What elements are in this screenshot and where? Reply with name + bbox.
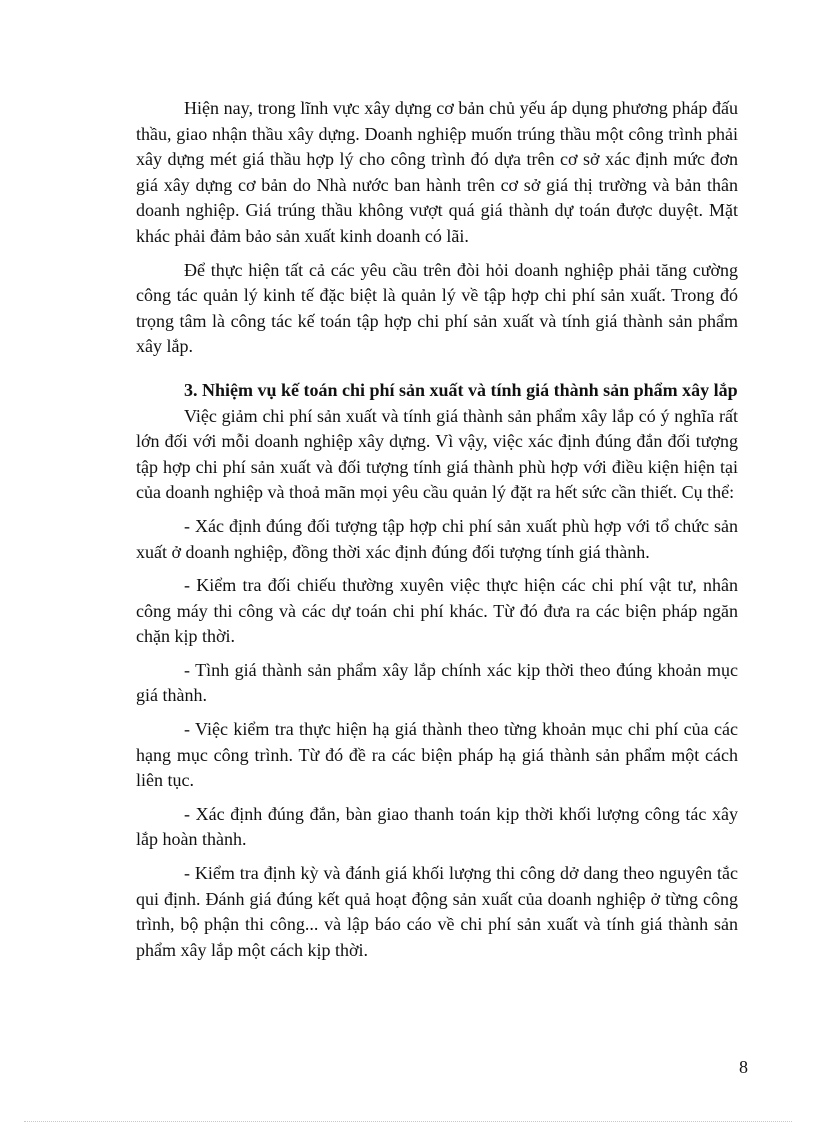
paragraph-intro: Việc giảm chi phí sản xuất và tính giá thành sản phẩm xây lắp có ý nghĩa rất lớn đối với mỗi doanh nghiệp xây dựng. Vì vậy, việc xác định đúng đắn đối tượng tập hợp chi phí sản xuất và đối tượng tính giá thành phù hợp với điều kiện hiện tại của doanh nghiệp và thoả mãn mọi yêu cầu quản lý đặt ra hết sức cần thiết. Cụ thể:: [136, 405, 738, 503]
list-item: - Tình giá thành sản phẩm xây lắp chính xác kịp thời theo đúng khoản mục giá thành.: [136, 659, 738, 706]
paragraph-bidding: Hiện nay, trong lĩnh vực xây dựng cơ bản chủ yếu áp dụng phương pháp đấu thầu, giao nhận thầu xây dựng. Doanh nghiệp muốn trúng thầu một công trình phải xây dựng mét giá thầu hợp lý cho công trình đó dựa trên cơ sở xác định mức đơn giá xây dựng cơ bản do Nhà nước ban hành trên cơ sở giá thị trường và bản thân doanh nghiệp. Giá trúng thầu không vượt quá giá thành dự toán được duyệt. Mặt khác phải đảm bảo sản xuất kinh doanh có lãi.: [136, 98, 738, 246]
section-heading: 3. Nhiệm vụ kế toán chi phí sản xuất và tính giá thành sản phẩm xây lắp: [184, 379, 738, 400]
paragraph-requirements: Để thực hiện tất cả các yêu cầu trên đòi hỏi doanh nghiệp phải tăng cường công tác quản lý kinh tế đặc biệt là quản lý về tập hợp chi phí sản xuất. Trong đó trọng tâm là công tác kế toán tập hợp chi phí sản xuất và tính giá thành sản phẩm xây lắp.: [136, 259, 738, 357]
list-item: - Việc kiểm tra thực hiện hạ giá thành theo từng khoản mục chi phí của các hạng mục công trình. Từ đó đề ra các biện pháp hạ giá thành sản phẩm một cách liên tục.: [136, 719, 738, 791]
list-item: - Kiểm tra định kỳ và đánh giá khối lượng thi công dở dang theo nguyên tắc qui định. Đánh giá đúng kết quả hoạt động sản xuất của doanh nghiệp ở từng công trình, bộ phận thi công... và lập báo cáo về chi phí sản xuất và tính giá thành sản phẩm xây lắp một cách kịp thời.: [136, 863, 738, 960]
page-number: 8: [739, 1057, 748, 1077]
document-body: [136, 96, 738, 971]
list-item: - Xác định đúng đắn, bàn giao thanh toán kịp thời khối lượng công tác xây lắp hoàn thành.: [136, 803, 738, 850]
footer-divider: [24, 1121, 792, 1122]
list-item: - Kiểm tra đối chiếu thường xuyên việc thực hiện các chi phí vật tư, nhân công máy thi công và các dự toán chi phí khác. Từ đó đưa ra các biện pháp ngăn chặn kịp thời.: [136, 575, 738, 647]
list-item: - Xác định đúng đối tượng tập hợp chi phí sản xuất phù hợp với tổ chức sản xuất ở doanh nghiệp, đồng thời xác định đúng đối tượng tính giá thành.: [136, 515, 738, 562]
